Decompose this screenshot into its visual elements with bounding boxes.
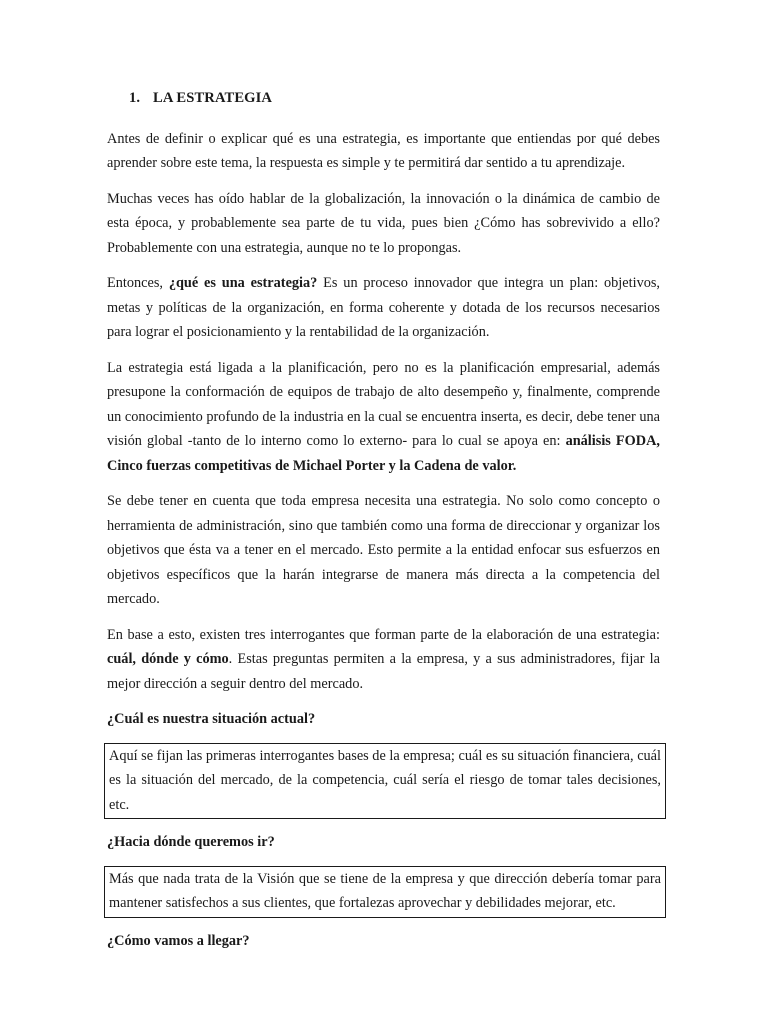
section-heading [129,86,660,111]
question-heading-current: ¿Cuál es nuestra situación actual? [107,711,316,727]
paragraph-text: Entonces, [107,275,169,291]
paragraph-intro: Antes de definir o explicar qué es una estrategia, es importante que entiendas por qué debes aprender sobre este tema, la respuesta es simple y te permitirá dar sentido a tu aprendizaje. [107,130,660,171]
paragraph-globalization: Muchas veces has oído hablar de la globalización, la innovación o la dinámica de cambio de esta época, y probablemente sea parte de tu vida, pues bien ¿Cómo has sobrevivido a ello? Probablemente con una estrategia, aunque no te lo propongas. [107,190,660,256]
section-title: LA ESTRATEGIA [153,90,273,106]
question-heading-direction: ¿Hacia dónde queremos ir? [107,834,275,850]
paragraph-text: . Estas preguntas permiten a la empresa, y a sus administradores, fijar la mejor dirección a seguir dentro del mercado. [107,651,660,692]
paragraph-questions-intro [107,623,660,697]
paragraph-company: Se debe tener en cuenta que toda empresa necesita una estrategia. No solo como concepto o herramienta de administración, sino que también como una forma de direccionar y organizar los objetivos que ésta va a tener en el mercado. Esto permite a la entidad enfocar sus esfuerzos en objetivos específicos que la harán integrarse de manera más directa a la competencia del mercado. [107,493,660,607]
paragraph-text: La estrategia está ligada a la planificación, pero no es la planificación empresarial, además presupone la conformación de equipos de trabajo de alto desempeño y, finalmente, comprende un conocimiento profundo de la industria en la cual se encuentra inserta, es decir, debe tener una visión global -tanto de lo interno como lo externo- para lo cual se apoya en: [107,359,660,449]
section-number: 1. [129,90,141,106]
paragraph-text: Es un proceso innovador que integra un plan: objetivos, metas y políticas de la organización, en forma coherente y dotada de los recursos necesarios para lograr el posicionamiento y la rentabilidad de la organización. [107,275,660,340]
document-page [107,86,660,964]
bold-term: ¿qué es una estrategia? [168,275,318,291]
paragraph-text: En base a esto, existen tres interrogantes que forman parte de la elaboración de una estrategia: [107,626,660,643]
paragraph-definition [107,271,660,345]
bold-term: análisis FODA, Cinco fuerzas competitivas de Michael Porter y la Cadena de valor. [107,433,660,474]
answer-box-current: Aquí se fijan las primeras interrogantes bases de la empresa; cuál es su situación financiera, cuál es la situación del mercado, de la competencia, cuál sería el riesgo de tomar tales decisiones, etc. [104,743,666,820]
answer-box-direction: Más que nada trata de la Visión que se tiene de la empresa y que dirección debería tomar para mantener satisfechos a sus clientes, que fortalezas aprovechar y debilidades mejorar, etc. [104,866,666,918]
paragraph-planning [107,356,660,479]
question-heading-how: ¿Cómo vamos a llegar? [107,932,250,949]
bold-term: cuál, dónde y cómo [107,651,229,667]
